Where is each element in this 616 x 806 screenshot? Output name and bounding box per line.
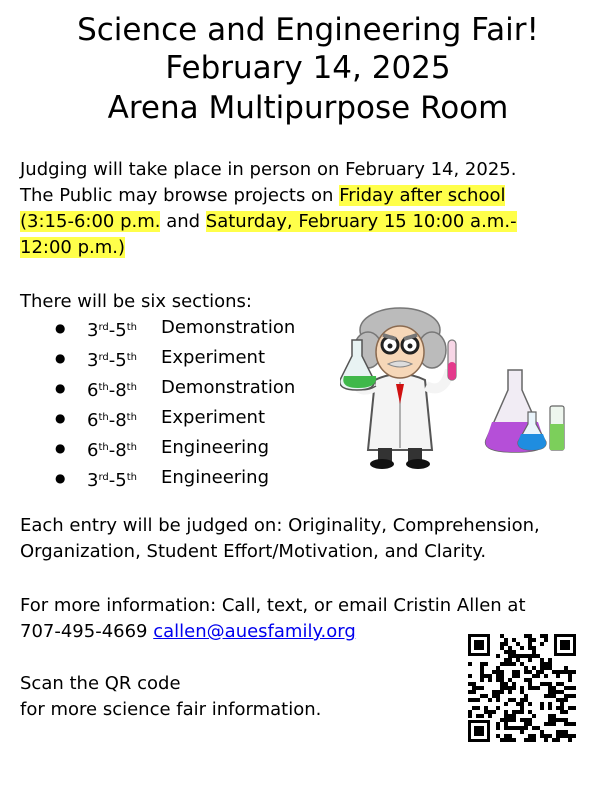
- bullet-icon: ●: [55, 441, 66, 455]
- criteria-line-1: Each entry will be judged on: Originality, Comprehension,: [20, 515, 540, 536]
- highlight-saturday-hours: 12:00 p.m.): [20, 237, 126, 258]
- qr-caption-2: for more science fair information.: [20, 699, 322, 720]
- intro-line-1: Judging will take place in person on February 14, 2025.: [20, 159, 517, 180]
- page-title: Science and Engineering Fair!: [77, 12, 539, 48]
- contact-line-1: For more information: Call, text, or email Cristin Allen at: [20, 595, 526, 616]
- intro-line-3: (3:15-6:00 p.m. and Saturday, February 15 10:00 a.m.-: [20, 211, 517, 232]
- section-grades: 3rd-5th: [87, 320, 137, 341]
- section-grades: 6th-8th: [87, 380, 137, 401]
- scientist-illustration: [340, 300, 572, 470]
- contact-line-2: [20, 620, 356, 644]
- bullet-icon: ●: [55, 381, 66, 395]
- section-grades: 6th-8th: [87, 440, 137, 461]
- event-location: Arena Multipurpose Room: [107, 90, 509, 126]
- intro-line-4: [20, 236, 125, 260]
- qr-code[interactable]: [466, 632, 578, 744]
- highlight-friday-hours: (3:15-6:00 p.m.: [20, 211, 161, 232]
- section-name: Engineering: [161, 467, 269, 488]
- section-name: Demonstration: [161, 317, 296, 338]
- phone-number: 707-495-4669: [20, 621, 148, 642]
- event-date: February 14, 2025: [165, 50, 451, 86]
- section-grades: 3rd-5th: [87, 470, 137, 491]
- section-name: Engineering: [161, 437, 269, 458]
- section-grades: 6th-8th: [87, 410, 137, 431]
- section-name: Demonstration: [161, 377, 296, 398]
- bullet-icon: ●: [55, 411, 66, 425]
- bullet-icon: ●: [55, 321, 66, 335]
- highlight-friday: Friday after school: [339, 185, 506, 206]
- sections-heading: There will be six sections:: [20, 291, 252, 312]
- section-name: Experiment: [161, 347, 266, 368]
- intro-line-2: The Public may browse projects on Friday after school: [20, 185, 506, 206]
- criteria-line-2: Organization, Student Effort/Motivation, and Clarity.: [20, 541, 487, 562]
- email-link[interactable]: callen@auesfamily.org: [153, 621, 356, 642]
- section-grades: 3rd-5th: [87, 350, 137, 371]
- bullet-icon: ●: [55, 351, 66, 365]
- bullet-icon: ●: [55, 471, 66, 485]
- qr-caption-1: Scan the QR code: [20, 673, 181, 694]
- highlight-saturday: Saturday, February 15 10:00 a.m.-: [205, 211, 517, 232]
- section-name: Experiment: [161, 407, 266, 428]
